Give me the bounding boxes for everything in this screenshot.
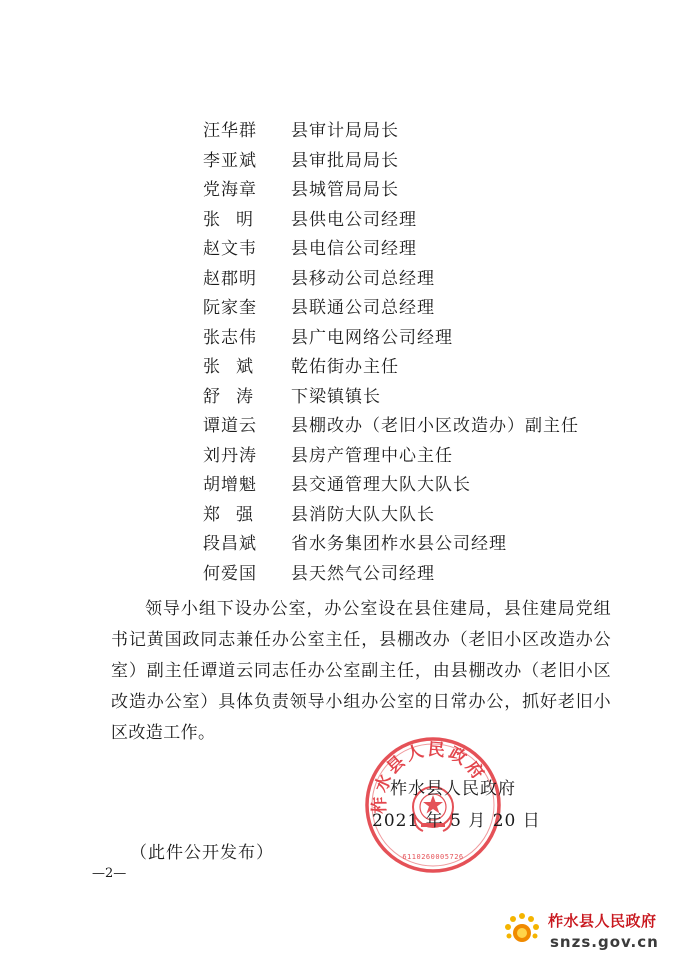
- member-list: [203, 117, 623, 589]
- member-row: [203, 117, 623, 147]
- member-name: 李亚斌: [203, 150, 257, 171]
- member-name: 阮家奎: [203, 298, 257, 318]
- body-paragraph: 领导小组下设办公室，办公室设在县住建局，县住建局党组书记黄国政同志兼任办公室主任，县棚改办（老旧小区改造办公室）副主任谭道云同志任办公室副主任，由县棚改办（老旧小区改造办公室）具体负责领导小组办公室的日常办公，抓好老旧小区改造工作。: [111, 599, 611, 743]
- issuer-signature: 柞水县人民政府: [390, 779, 516, 799]
- member-row: [203, 560, 623, 590]
- member-name: 谭道云: [203, 416, 257, 436]
- member-row: [203, 442, 623, 472]
- site-watermark: [500, 906, 676, 958]
- member-name: 党海章: [203, 180, 257, 200]
- member-title: 县移动公司总经理: [291, 268, 435, 289]
- public-release-note: （此件公开发布）: [130, 843, 274, 863]
- member-title: 县审批局局长: [291, 150, 399, 171]
- sun-logo-icon: [502, 910, 542, 950]
- member-name: 刘丹涛: [203, 445, 257, 466]
- member-row: [203, 353, 623, 383]
- member-name: 胡增魁: [203, 475, 257, 495]
- member-title: 乾佑街办主任: [291, 357, 399, 377]
- member-row: [203, 176, 623, 206]
- member-name: 何爱国: [203, 563, 257, 584]
- member-title: 县广电网络公司经理: [291, 327, 453, 348]
- member-row: [203, 383, 623, 413]
- member-row: [203, 324, 623, 354]
- member-name: 赵文韦: [203, 239, 257, 259]
- member-title: 县棚改办（老旧小区改造办）副主任: [291, 416, 579, 436]
- member-title: 县房产管理中心主任: [291, 445, 453, 466]
- member-title: 下梁镇镇长: [291, 386, 381, 407]
- member-title: 县供电公司经理: [291, 209, 417, 230]
- member-row: [203, 265, 623, 295]
- member-title: 县电信公司经理: [291, 239, 417, 259]
- member-title: 县天然气公司经理: [291, 563, 435, 584]
- member-row: [203, 147, 623, 177]
- member-name: 汪华群: [203, 121, 257, 141]
- member-name: 段昌斌: [203, 534, 257, 554]
- member-title: 县城管局局长: [291, 180, 399, 200]
- member-title: 县审计局局长: [291, 121, 399, 141]
- svg-text:柞水县人民政府: 柞水县人民政府: [369, 739, 490, 814]
- member-row: [203, 235, 623, 265]
- member-name: 张斌: [203, 357, 269, 377]
- member-title: 县联通公司总经理: [291, 298, 435, 318]
- member-name: 张志伟: [203, 327, 257, 348]
- official-seal-icon: [363, 735, 503, 875]
- watermark-domain: snzs.gov.cn: [550, 933, 659, 951]
- member-title: 省水务集团柞水县公司经理: [291, 534, 507, 554]
- member-row: [203, 501, 623, 531]
- watermark-site-name: 柞水县人民政府: [548, 912, 657, 930]
- member-name: 张明: [203, 209, 269, 230]
- member-name: 郑强: [203, 504, 269, 525]
- member-row: [203, 412, 623, 442]
- member-name: 赵郡明: [203, 268, 257, 289]
- member-row: [203, 530, 623, 560]
- member-row: [203, 471, 623, 501]
- member-row: [203, 294, 623, 324]
- member-title: 县消防大队大队长: [291, 504, 435, 525]
- member-title: 县交通管理大队大队长: [291, 475, 471, 495]
- page-number: —2—: [92, 866, 127, 881]
- member-name: 舒涛: [203, 386, 269, 407]
- svg-text:6110260005726: 6110260005726: [402, 853, 464, 861]
- issue-date: 2021 年 5 月 20 日: [372, 811, 541, 831]
- member-row: [203, 206, 623, 236]
